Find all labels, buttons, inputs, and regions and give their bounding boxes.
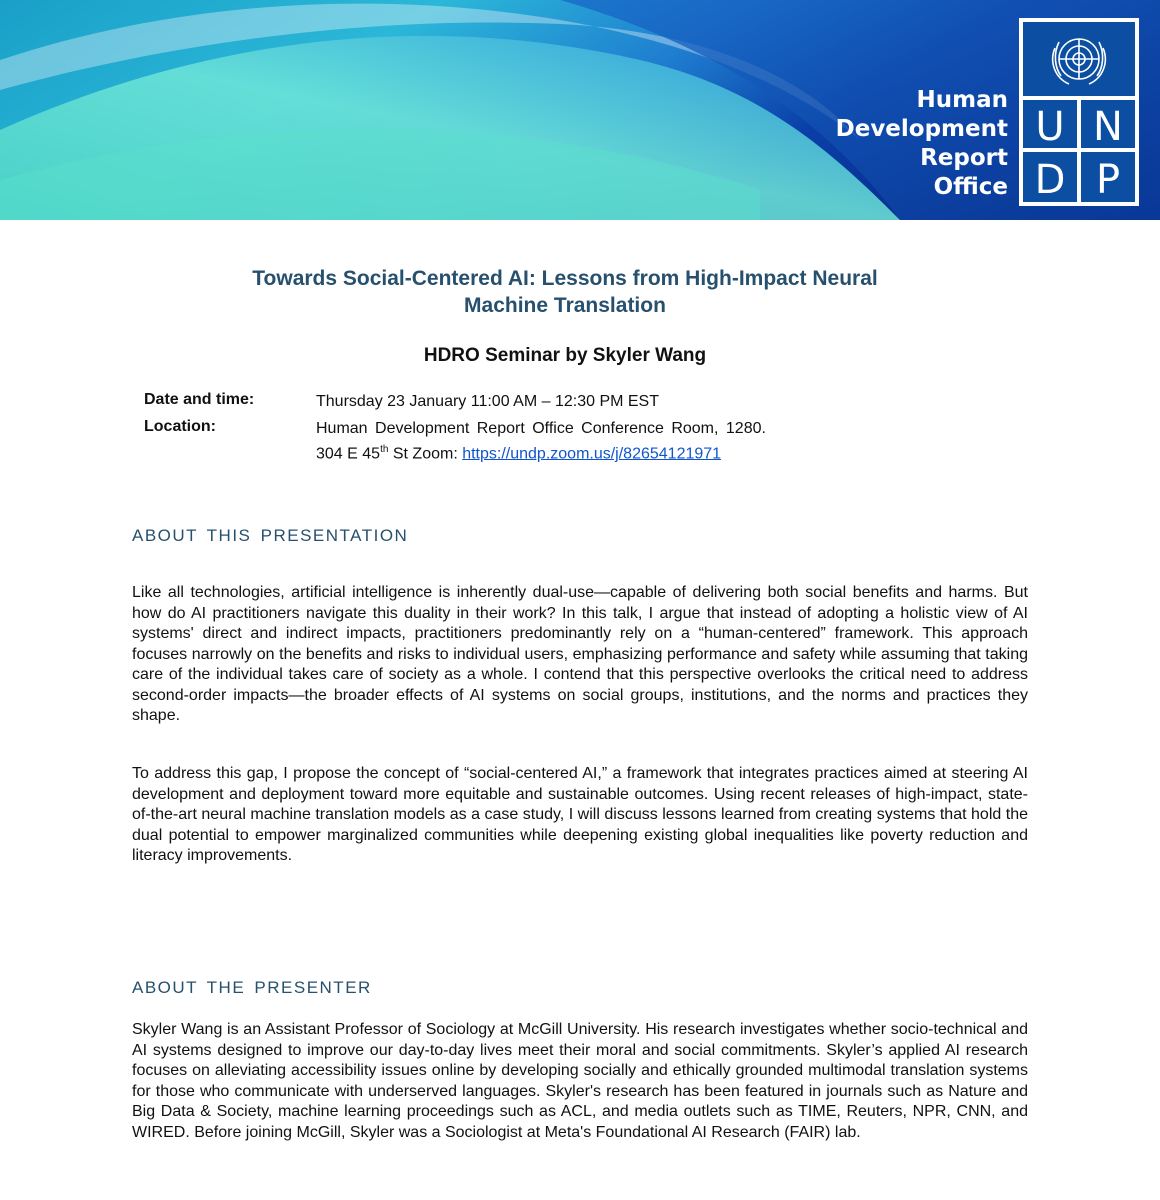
location-label: Location: [144,418,216,435]
date-value: Thursday 23 January 11:00 AM – 12:30 PM EST [316,393,659,410]
seminar-title [0,265,1130,319]
seminar-title-line-2: Machine Translation [464,294,666,317]
office-name-line-2: Development [835,116,1008,142]
location-address-suffix: th [380,444,389,455]
date-label: Date and time: [144,391,255,408]
office-name-line-4: Office [933,174,1008,200]
office-name [836,86,1008,202]
logo-letter-d: D [1034,157,1066,203]
undp-logo [1019,18,1139,206]
office-name-line-1: Human [916,87,1008,113]
location-line-2 [316,439,836,464]
logo-letter-n: N [1093,104,1123,150]
seminar-title-line-1: Towards Social-Centered AI: Lessons from High-Impact Neural [252,267,878,290]
location-value [316,418,836,464]
seminar-subtitle: HDRO Seminar by Skyler Wang [423,345,707,366]
about-presentation-heading: ABOUT THIS PRESENTATION [132,526,409,545]
location-address: 304 E 45 [316,445,381,463]
logo-letter-p: P [1095,157,1121,203]
logo-letter-u: U [1035,104,1065,150]
location-line-1: Human Development Report Office Conference Room, 1280. [316,420,766,437]
office-name-line-3: Report [920,145,1008,171]
about-presentation-paragraph-2: To address this gap, I propose the concept of “social-centered AI,” a framework that integrates practices aimed at steering AI development and deployment toward more equitable and sustainable outcomes. Using recent releases of high-impact, state-of-the-art neural machine translation models as a case study, I will discuss lessons learned from creating systems that hold the dual potential to empower marginalized communities while deepening existing global inequalities like poverty reduction and literacy improvements. [132,765,1028,864]
about-presentation-paragraph-1: Like all technologies, artificial intelligence is inherently dual-use—capable of delivering both social benefits and harms. But how do AI practitioners navigate this duality in their work? In this talk, I argue that instead of adopting a holistic view of AI systems' direct and indirect impacts, practitioners predominantly rely on a “human-centered” framework. This approach focuses narrowly on the benefits and risks to individual users, emphasizing performance and safety while assuming that taking care of the individual takes care of society as a whole. I contend that this perspective overlooks the critical need to address second-order impacts—the broader effects of AI systems on social groups, institutions, and the norms and practices they shape. [132,584,1028,724]
about-presenter-paragraph: Skyler Wang is an Assistant Professor of Sociology at McGill University. His research investigates whether socio-technical and AI systems designed to improve our day-to-day lives meet their moral and social commitments. Skyler’s applied AI research focuses on alleviating accessibility issues online by developing socially and ethically grounded multimodal translation systems for those who communicate with underserved languages. Skyler's research has been featured in journals such as Nature and Big Data & Society, machine learning proceedings such as ACL, and media outlets such as TIME, Reuters, NPR, CNN, and WIRED. Before joining McGill, Skyler was a Sociologist at Meta's Foundational AI Research (FAIR) lab. [132,1021,1028,1141]
header-banner [0,0,1160,220]
zoom-link[interactable]: https://undp.zoom.us/j/82654121971 [462,445,722,463]
zoom-label: St Zoom: [388,445,463,463]
about-presenter-heading: ABOUT THE PRESENTER [132,978,372,997]
